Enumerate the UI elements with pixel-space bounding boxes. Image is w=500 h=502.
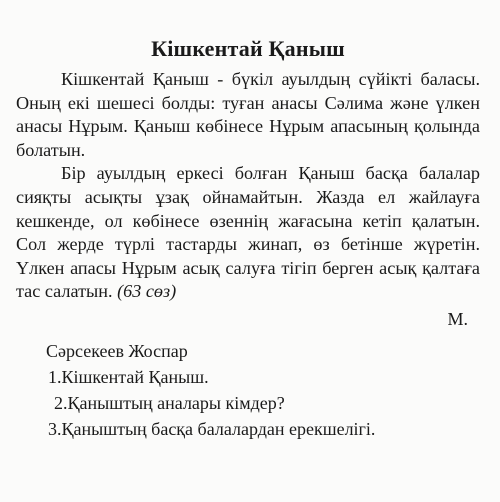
- tasks-header: Сәрсекеев Жоспар: [46, 340, 188, 361]
- paragraph-2: [16, 162, 480, 304]
- document-title: Кішкентай Қаныш: [151, 36, 345, 61]
- task-item-1: 1.Кішкентай Қаныш.: [48, 366, 209, 387]
- tasks-block: [16, 338, 480, 442]
- paragraph-2-text: Бір ауылдың еркесі болған Қаныш басқа балалар сияқты асықты ұзақ ойнамайтын. Жазда ел жайлауға кешкенде, ол көбінесе өзеннің жағасына кетіп қалатын. Сол жерде түрлі тастарды жинап, өз бетінше жүретін. Үлкен апасы Нұрым асық салуға тігіп берген асық қалтаға тас салатын.: [16, 163, 480, 302]
- task-item-3: 3.Қаныштың басқа балалардан ерекшелігі.: [48, 418, 376, 439]
- author-initial: М.: [447, 308, 468, 329]
- paragraph-1: Кішкентай Қаныш - бүкіл ауылдың сүйікті баласы. Оның екі шешесі болды: туған анасы Сәлима және үлкен анасы Нұрым. Қаныш көбінесе Нұрым апасының қолында болатын.: [16, 69, 480, 160]
- task-item-2: 2.Қаныштың аналары кімдер?: [54, 392, 285, 413]
- word-count: (63 сөз): [117, 281, 177, 302]
